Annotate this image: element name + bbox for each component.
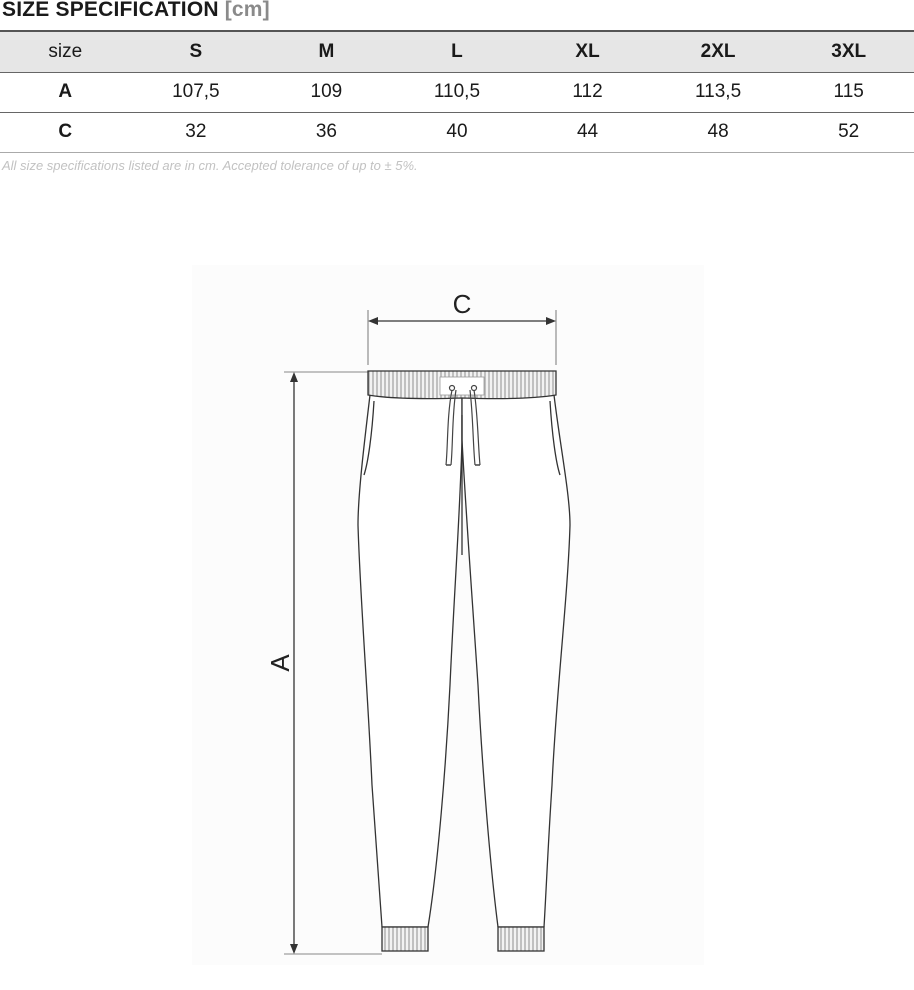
dimension-a-label: A <box>264 654 295 672</box>
size-col-l: L <box>392 31 523 72</box>
size-table <box>0 30 914 153</box>
size-col-2xl: 2XL <box>653 31 784 72</box>
table-cell: 113,5 <box>653 72 784 112</box>
waistband <box>368 371 556 399</box>
size-col-3xl: 3XL <box>783 31 914 72</box>
table-row-a <box>0 72 914 112</box>
pants-drawing <box>192 265 704 965</box>
size-col-xl: XL <box>522 31 653 72</box>
dimension-c-label: C <box>452 289 472 319</box>
table-cell: 107,5 <box>131 72 262 112</box>
table-cell: 52 <box>783 112 914 152</box>
row-a-label: A <box>0 72 131 112</box>
table-cell: 44 <box>522 112 653 152</box>
size-corner-cell: size <box>0 31 131 72</box>
size-col-m: M <box>261 31 392 72</box>
heading-unit: [cm] <box>224 0 270 21</box>
size-specification-heading <box>2 0 270 22</box>
row-c-label: C <box>0 112 131 152</box>
table-row-c <box>0 112 914 152</box>
table-cell: 112 <box>522 72 653 112</box>
heading-title: SIZE SPECIFICATION <box>2 0 219 21</box>
table-cell: 36 <box>261 112 392 152</box>
table-cell: 110,5 <box>392 72 523 112</box>
table-cell: 32 <box>131 112 262 152</box>
size-header-row <box>0 31 914 72</box>
table-cell: 40 <box>392 112 523 152</box>
tolerance-note: All size specifications listed are in cm. Accepted tolerance of up to ± 5%. <box>2 158 418 173</box>
size-col-s: S <box>131 31 262 72</box>
table-cell: 115 <box>783 72 914 112</box>
pants-diagram <box>192 265 704 965</box>
table-cell: 48 <box>653 112 784 152</box>
table-cell: 109 <box>261 72 392 112</box>
